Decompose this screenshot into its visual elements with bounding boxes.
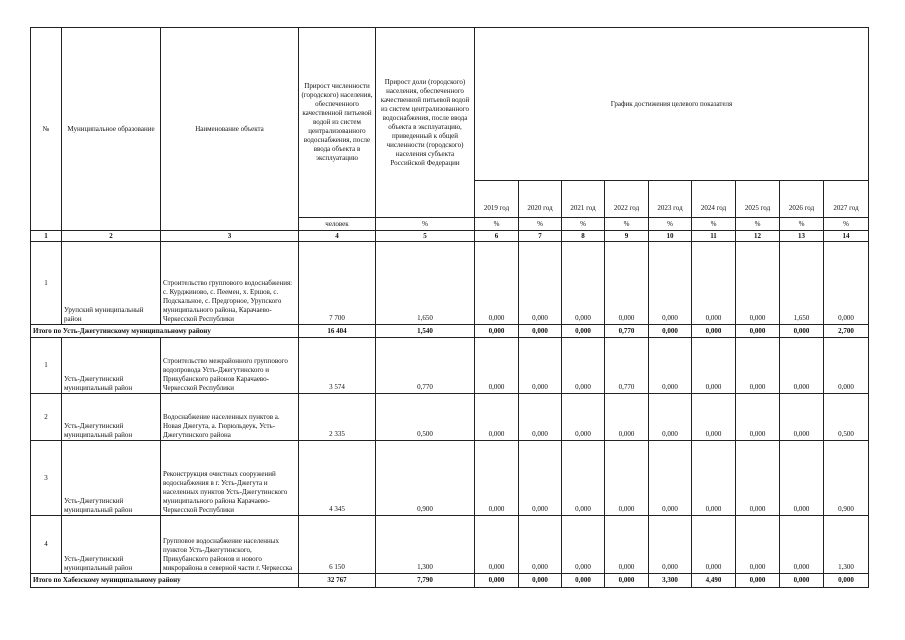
total-year-value: 2,700 bbox=[824, 325, 869, 338]
total-row bbox=[31, 325, 869, 338]
column-number: 6 bbox=[475, 231, 519, 242]
total-year-value: 0,000 bbox=[475, 325, 519, 338]
row-share: 1,650 bbox=[376, 242, 475, 325]
row-year-value: 0,000 bbox=[736, 441, 780, 516]
row-year-value: 0,000 bbox=[736, 338, 780, 394]
year-header: 2020 год bbox=[519, 181, 562, 218]
total-year-value: 3,300 bbox=[649, 574, 692, 588]
column-number: 2 bbox=[62, 231, 161, 242]
total-year-value: 0,000 bbox=[780, 574, 824, 588]
column-number-row bbox=[31, 231, 869, 242]
row-year-value: 0,000 bbox=[605, 242, 649, 325]
row-year-value: 0,000 bbox=[562, 516, 605, 574]
row-year-value: 0,000 bbox=[736, 516, 780, 574]
total-year-value: 0,000 bbox=[519, 325, 562, 338]
row-year-value: 1,650 bbox=[780, 242, 824, 325]
row-year-value: 0,000 bbox=[562, 338, 605, 394]
row-population: 4 345 bbox=[299, 441, 376, 516]
row-population: 3 574 bbox=[299, 338, 376, 394]
column-number: 12 bbox=[736, 231, 780, 242]
unit-percent: % bbox=[780, 218, 824, 231]
total-year-value: 0,000 bbox=[519, 574, 562, 588]
row-year-value: 0,000 bbox=[692, 441, 736, 516]
total-year-value: 0,000 bbox=[736, 574, 780, 588]
total-population: 32 767 bbox=[299, 574, 376, 588]
row-year-value: 0,000 bbox=[824, 338, 869, 394]
row-year-value: 0,000 bbox=[692, 394, 736, 441]
row-share: 1,300 bbox=[376, 516, 475, 574]
row-year-value: 0,000 bbox=[824, 242, 869, 325]
row-num: 1 bbox=[31, 242, 62, 325]
year-header: 2019 год bbox=[475, 181, 519, 218]
row-year-value: 0,000 bbox=[649, 516, 692, 574]
header-municipality: Муниципальное образование bbox=[62, 28, 161, 231]
table-row bbox=[31, 242, 869, 325]
row-year-value: 0,000 bbox=[519, 516, 562, 574]
row-share: 0,770 bbox=[376, 338, 475, 394]
header-population: Прирост численности (городского) населения, обеспеченного качественной питьевой водой из систем централизованного водоснабжения, после ввода объекта в эксплуатацию bbox=[299, 28, 376, 218]
table-row bbox=[31, 394, 869, 441]
row-year-value: 0,000 bbox=[649, 242, 692, 325]
row-year-value: 0,000 bbox=[519, 441, 562, 516]
row-num: 1 bbox=[31, 338, 62, 394]
unit-percent: % bbox=[376, 218, 475, 231]
column-number: 8 bbox=[562, 231, 605, 242]
row-year-value: 0,000 bbox=[519, 338, 562, 394]
unit-people: человек bbox=[299, 218, 376, 231]
total-population: 16 404 bbox=[299, 325, 376, 338]
row-year-value: 0,000 bbox=[475, 394, 519, 441]
row-municipality: Урупский муниципальный район bbox=[62, 242, 161, 325]
row-year-value: 0,000 bbox=[605, 441, 649, 516]
column-number: 5 bbox=[376, 231, 475, 242]
row-year-value: 0,500 bbox=[824, 394, 869, 441]
row-object: Водоснабжение населенных пунктов а. Новая Джегута, а. Гюрюльдеук, Усть-Джегутинского района bbox=[161, 394, 299, 441]
row-population: 7 700 bbox=[299, 242, 376, 325]
row-object: Строительство межрайонного группового водопровода Усть-Джегутинского и Прикубанского районов Карачаево-Черкесской Республики bbox=[161, 338, 299, 394]
row-year-value: 0,000 bbox=[649, 441, 692, 516]
total-year-value: 0,000 bbox=[780, 325, 824, 338]
row-year-value: 0,000 bbox=[780, 394, 824, 441]
total-year-value: 4,490 bbox=[692, 574, 736, 588]
row-year-value: 0,000 bbox=[736, 242, 780, 325]
row-year-value: 0,000 bbox=[562, 394, 605, 441]
total-share: 1,540 bbox=[376, 325, 475, 338]
row-year-value: 0,000 bbox=[562, 242, 605, 325]
total-year-value: 0,000 bbox=[562, 574, 605, 588]
year-header: 2027 год bbox=[824, 181, 869, 218]
header-num: № bbox=[31, 28, 62, 231]
row-year-value: 0,000 bbox=[605, 516, 649, 574]
row-year-value: 0,000 bbox=[692, 516, 736, 574]
total-year-value: 0,000 bbox=[692, 325, 736, 338]
year-header: 2026 год bbox=[780, 181, 824, 218]
total-year-value: 0,000 bbox=[562, 325, 605, 338]
total-year-value: 0,000 bbox=[649, 325, 692, 338]
total-share: 7,790 bbox=[376, 574, 475, 588]
row-year-value: 0,900 bbox=[824, 441, 869, 516]
unit-percent: % bbox=[692, 218, 736, 231]
row-municipality: Усть-Джегутинский муниципальный район bbox=[62, 516, 161, 574]
column-number: 10 bbox=[649, 231, 692, 242]
header-object: Наименование объекта bbox=[161, 28, 299, 231]
row-object: Реконструкция очистных сооружений водоснабжения в г. Усть-Джегута и населенных пунктов Усть-Джегутинского муниципального района Карачаево-Черкесской Республики bbox=[161, 441, 299, 516]
row-year-value: 0,000 bbox=[605, 394, 649, 441]
column-number: 13 bbox=[780, 231, 824, 242]
year-header: 2021 год bbox=[562, 181, 605, 218]
row-num: 2 bbox=[31, 394, 62, 441]
unit-percent: % bbox=[605, 218, 649, 231]
column-number: 1 bbox=[31, 231, 62, 242]
year-header: 2024 год bbox=[692, 181, 736, 218]
row-share: 0,500 bbox=[376, 394, 475, 441]
row-year-value: 0,000 bbox=[475, 242, 519, 325]
unit-percent: % bbox=[649, 218, 692, 231]
column-number: 9 bbox=[605, 231, 649, 242]
unit-percent: % bbox=[519, 218, 562, 231]
row-object: Строительство группового водоснабжения: с. Курджиново, с. Пеемен, х. Ершов, с. Подскальное, с. Предгорное, Урупского муниципального района, Карачаево-Черкесской Республики bbox=[161, 242, 299, 325]
unit-percent: % bbox=[824, 218, 869, 231]
table-row bbox=[31, 516, 869, 574]
header-row bbox=[31, 28, 869, 181]
unit-percent: % bbox=[475, 218, 519, 231]
row-year-value: 0,000 bbox=[475, 441, 519, 516]
row-municipality: Усть-Джегутинский муниципальный район bbox=[62, 441, 161, 516]
column-number: 11 bbox=[692, 231, 736, 242]
row-year-value: 1,300 bbox=[824, 516, 869, 574]
year-header: 2025 год bbox=[736, 181, 780, 218]
total-year-value: 0,000 bbox=[475, 574, 519, 588]
total-year-value: 0,000 bbox=[736, 325, 780, 338]
row-municipality: Усть-Джегутинский муниципальный район bbox=[62, 394, 161, 441]
column-number: 14 bbox=[824, 231, 869, 242]
row-year-value: 0,000 bbox=[562, 441, 605, 516]
row-year-value: 0,000 bbox=[780, 338, 824, 394]
row-share: 0,900 bbox=[376, 441, 475, 516]
row-year-value: 0,000 bbox=[475, 338, 519, 394]
row-object: Групповое водоснабжение населенных пунктов Усть-Джегутинского, Прикубанского районов и нового микрорайона в северной части г. Черкесска bbox=[161, 516, 299, 574]
row-year-value: 0,000 bbox=[649, 394, 692, 441]
column-number: 3 bbox=[161, 231, 299, 242]
year-header: 2023 год bbox=[649, 181, 692, 218]
header-share: Прирост доли (городского) населения, обеспеченного качественной питьевой водой из систем централизованного водоснабжения, после ввода объекта в эксплуатацию, приведенный к общей численности (городского) населения субъекта Российской Федерации bbox=[376, 28, 475, 218]
row-year-value: 0,000 bbox=[519, 242, 562, 325]
row-year-value: 0,000 bbox=[780, 441, 824, 516]
table-row bbox=[31, 441, 869, 516]
row-num: 4 bbox=[31, 516, 62, 574]
column-number: 7 bbox=[519, 231, 562, 242]
total-label: Итого по Усть-Джегутинскому муниципальному району bbox=[31, 325, 299, 338]
unit-percent: % bbox=[736, 218, 780, 231]
unit-percent: % bbox=[562, 218, 605, 231]
header-schedule: График достижения целевого показателя bbox=[475, 28, 869, 181]
row-year-value: 0,000 bbox=[780, 516, 824, 574]
row-year-value: 0,770 bbox=[605, 338, 649, 394]
row-year-value: 0,000 bbox=[475, 516, 519, 574]
row-municipality: Усть-Джегутинский муниципальный район bbox=[62, 338, 161, 394]
row-year-value: 0,000 bbox=[736, 394, 780, 441]
row-num: 3 bbox=[31, 441, 62, 516]
table-row bbox=[31, 338, 869, 394]
column-number: 4 bbox=[299, 231, 376, 242]
total-year-value: 0,000 bbox=[605, 574, 649, 588]
row-population: 6 150 bbox=[299, 516, 376, 574]
data-table bbox=[30, 27, 869, 588]
total-year-value: 0,770 bbox=[605, 325, 649, 338]
total-year-value: 0,000 bbox=[824, 574, 869, 588]
row-year-value: 0,000 bbox=[649, 338, 692, 394]
total-label: Итого по Хабезскому муниципальному району bbox=[31, 574, 299, 588]
year-header: 2022 год bbox=[605, 181, 649, 218]
row-year-value: 0,000 bbox=[692, 242, 736, 325]
row-population: 2 335 bbox=[299, 394, 376, 441]
row-year-value: 0,000 bbox=[692, 338, 736, 394]
row-year-value: 0,000 bbox=[519, 394, 562, 441]
total-row bbox=[31, 574, 869, 588]
